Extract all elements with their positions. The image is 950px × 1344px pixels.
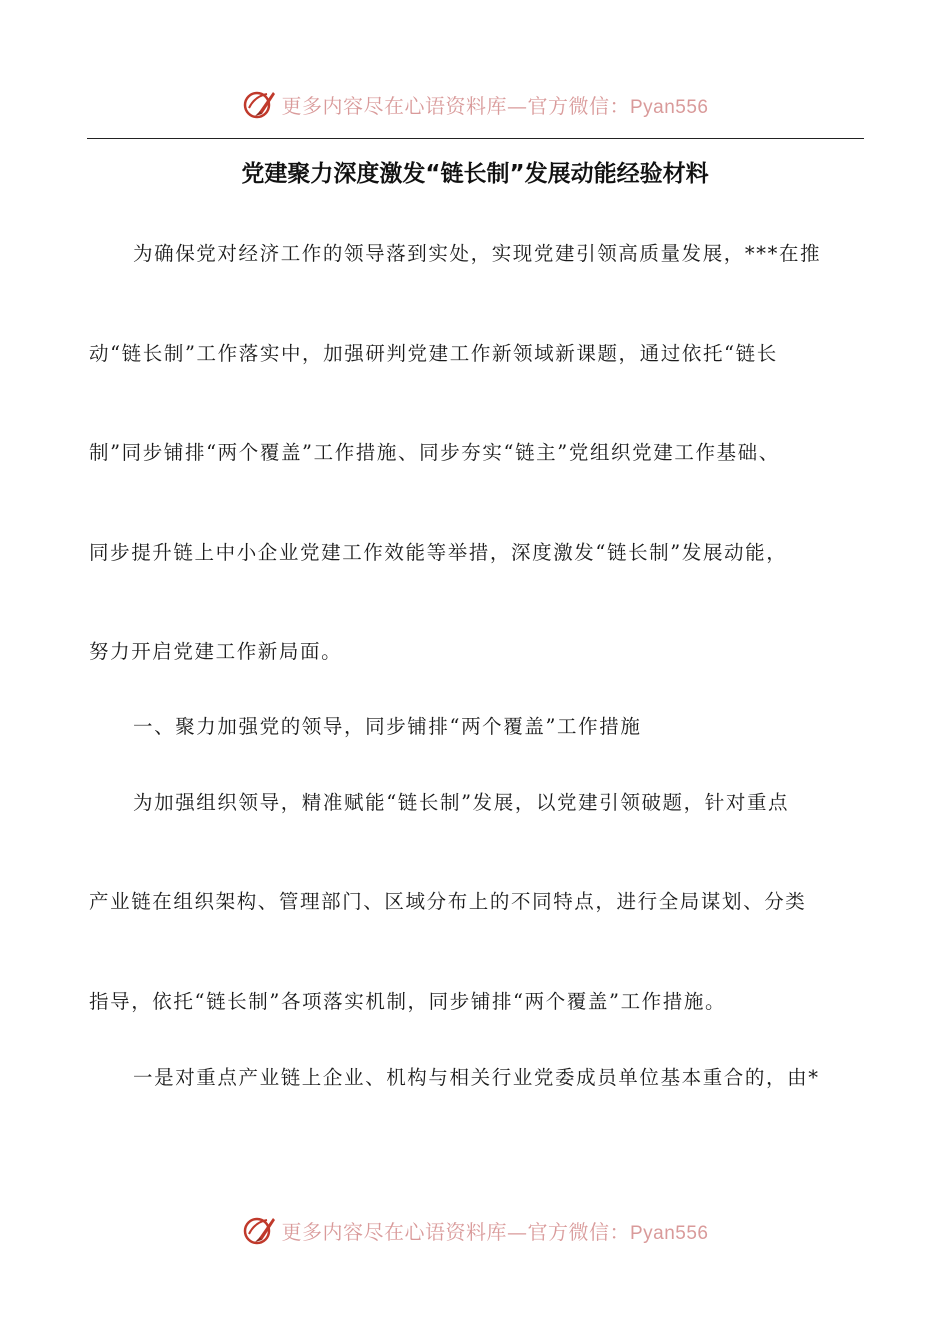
banner-text xyxy=(281,90,708,119)
paragraph-line: 同步提升链上中小企业党建工作效能等举措，深度激发“链长制”发展动能， xyxy=(89,541,788,564)
pen-logo-icon xyxy=(241,86,277,122)
paragraph-line: 为加强组织领导，精准赋能“链长制”发展，以党建引领破题，针对重点 xyxy=(133,791,790,814)
paragraph-line: 指导，依托“链长制”各项落实机制，同步铺排“两个覆盖”工作措施。 xyxy=(89,990,727,1013)
section-heading: 一、聚力加强党的领导，同步铺排“两个覆盖”工作措施 xyxy=(133,715,642,738)
paragraph-line: 为确保党对经济工作的领导落到实处，实现党建引领高质量发展，***在推 xyxy=(133,242,822,265)
paragraph-line: 产业链在组织架构、管理部门、区域分布上的不同特点，进行全局谋划、分类 xyxy=(89,890,807,913)
pen-logo-icon xyxy=(241,1212,277,1248)
banner-wechat-id: Pyan556 xyxy=(629,96,709,118)
paragraph-line: 制”同步铺排“两个覆盖”工作措施、同步夯实“链主”党组织党建工作基础、 xyxy=(89,441,780,464)
footer-banner xyxy=(0,1208,950,1252)
banner-label: 更多内容尽在心语资料库—官方微信： xyxy=(281,1219,630,1244)
paragraph-line: 一是对重点产业链上企业、机构与相关行业党委成员单位基本重合的，由* xyxy=(133,1066,820,1089)
banner-label: 更多内容尽在心语资料库—官方微信： xyxy=(281,93,630,118)
banner-text xyxy=(281,1216,708,1245)
paragraph-line: 动“链长制”工作落实中，加强研判党建工作新领域新课题，通过依托“链长 xyxy=(89,342,778,365)
banner-wechat-id: Pyan556 xyxy=(629,1222,709,1244)
paragraph-line: 努力开启党建工作新局面。 xyxy=(89,640,343,663)
document-title: 党建聚力深度激发“链长制”发展动能经验材料 xyxy=(241,161,709,187)
header-banner xyxy=(0,82,950,126)
header-rule xyxy=(87,138,864,139)
